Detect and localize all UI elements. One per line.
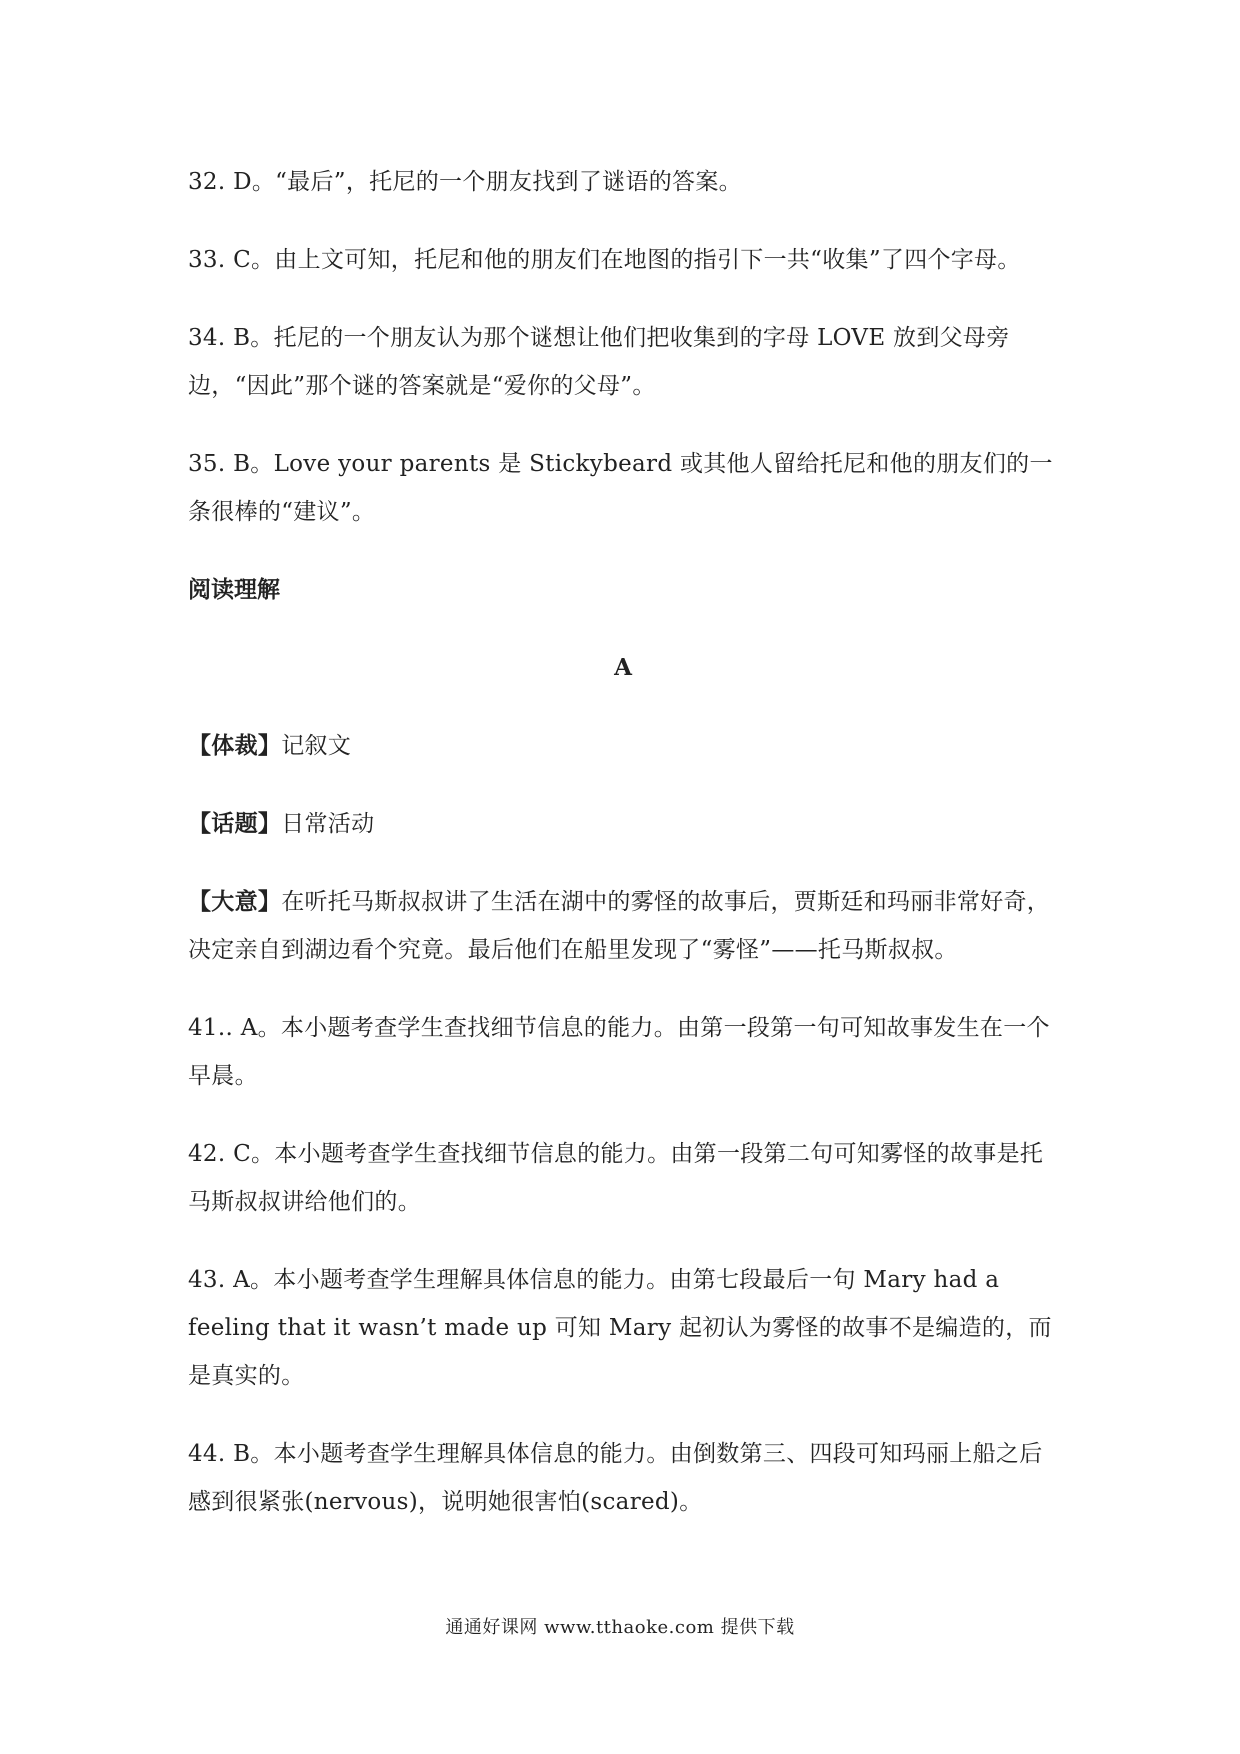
- summary-value: 在听托马斯叔叔讲了生活在湖中的雾怪的故事后，贾斯廷和玛丽非常好奇，决定亲自到湖边看个究竟。最后他们在船里发现了“雾怪”——托马斯叔叔。: [188, 889, 1051, 963]
- genre-line: [188, 722, 1058, 770]
- answer-44: 44. B。本小题考查学生理解具体信息的能力。由倒数第三、四段可知玛丽上船之后感到很紧张(nervous)，说明她很害怕(scared)。: [188, 1441, 1043, 1515]
- summary-line: [188, 878, 1058, 974]
- answer-43: 43. A。本小题考查学生理解具体信息的能力。由第七段最后一句 Mary had a feeling that it wasn’t made up 可知 Mary 起初认为雾怪的故事不是编造的，而是真实的。: [188, 1267, 1052, 1389]
- answer-41: 41.. A。本小题考查学生查找细节信息的能力。由第一段第一句可知故事发生在一个早晨。: [188, 1015, 1050, 1089]
- section-title: 阅读理解: [188, 576, 280, 603]
- document-content: [188, 158, 1058, 1556]
- summary-label: 【大意】: [188, 888, 282, 915]
- genre-label: 【体裁】: [188, 732, 282, 759]
- topic-label: 【话题】: [188, 810, 282, 837]
- answer-32: 32. D。“最后”，托尼的一个朋友找到了谜语的答案。: [188, 169, 742, 195]
- topic-line: [188, 800, 1058, 848]
- topic-value: 日常活动: [281, 811, 375, 837]
- answer-42: 42. C。本小题考查学生查找细节信息的能力。由第一段第二句可知雾怪的故事是托马斯叔叔讲给他们的。: [188, 1141, 1044, 1215]
- answer-33: 33. C。由上文可知，托尼和他的朋友们在地图的指引下一共“收集”了四个字母。: [188, 247, 1021, 273]
- genre-value: 记叙文: [281, 733, 352, 759]
- answer-35: 35. B。Love your parents 是 Stickybeard 或其他人留给托尼和他的朋友们的一条很棒的“建议”。: [188, 451, 1053, 525]
- section-subtitle: A: [614, 654, 632, 681]
- answer-34: 34. B。托尼的一个朋友认为那个谜想让他们把收集到的字母 LOVE 放到父母旁边，“因此”那个谜的答案就是“爱你的父母”。: [188, 325, 1010, 399]
- page-footer: 通通好课网 www.tthaoke.com 提供下载: [445, 1617, 795, 1638]
